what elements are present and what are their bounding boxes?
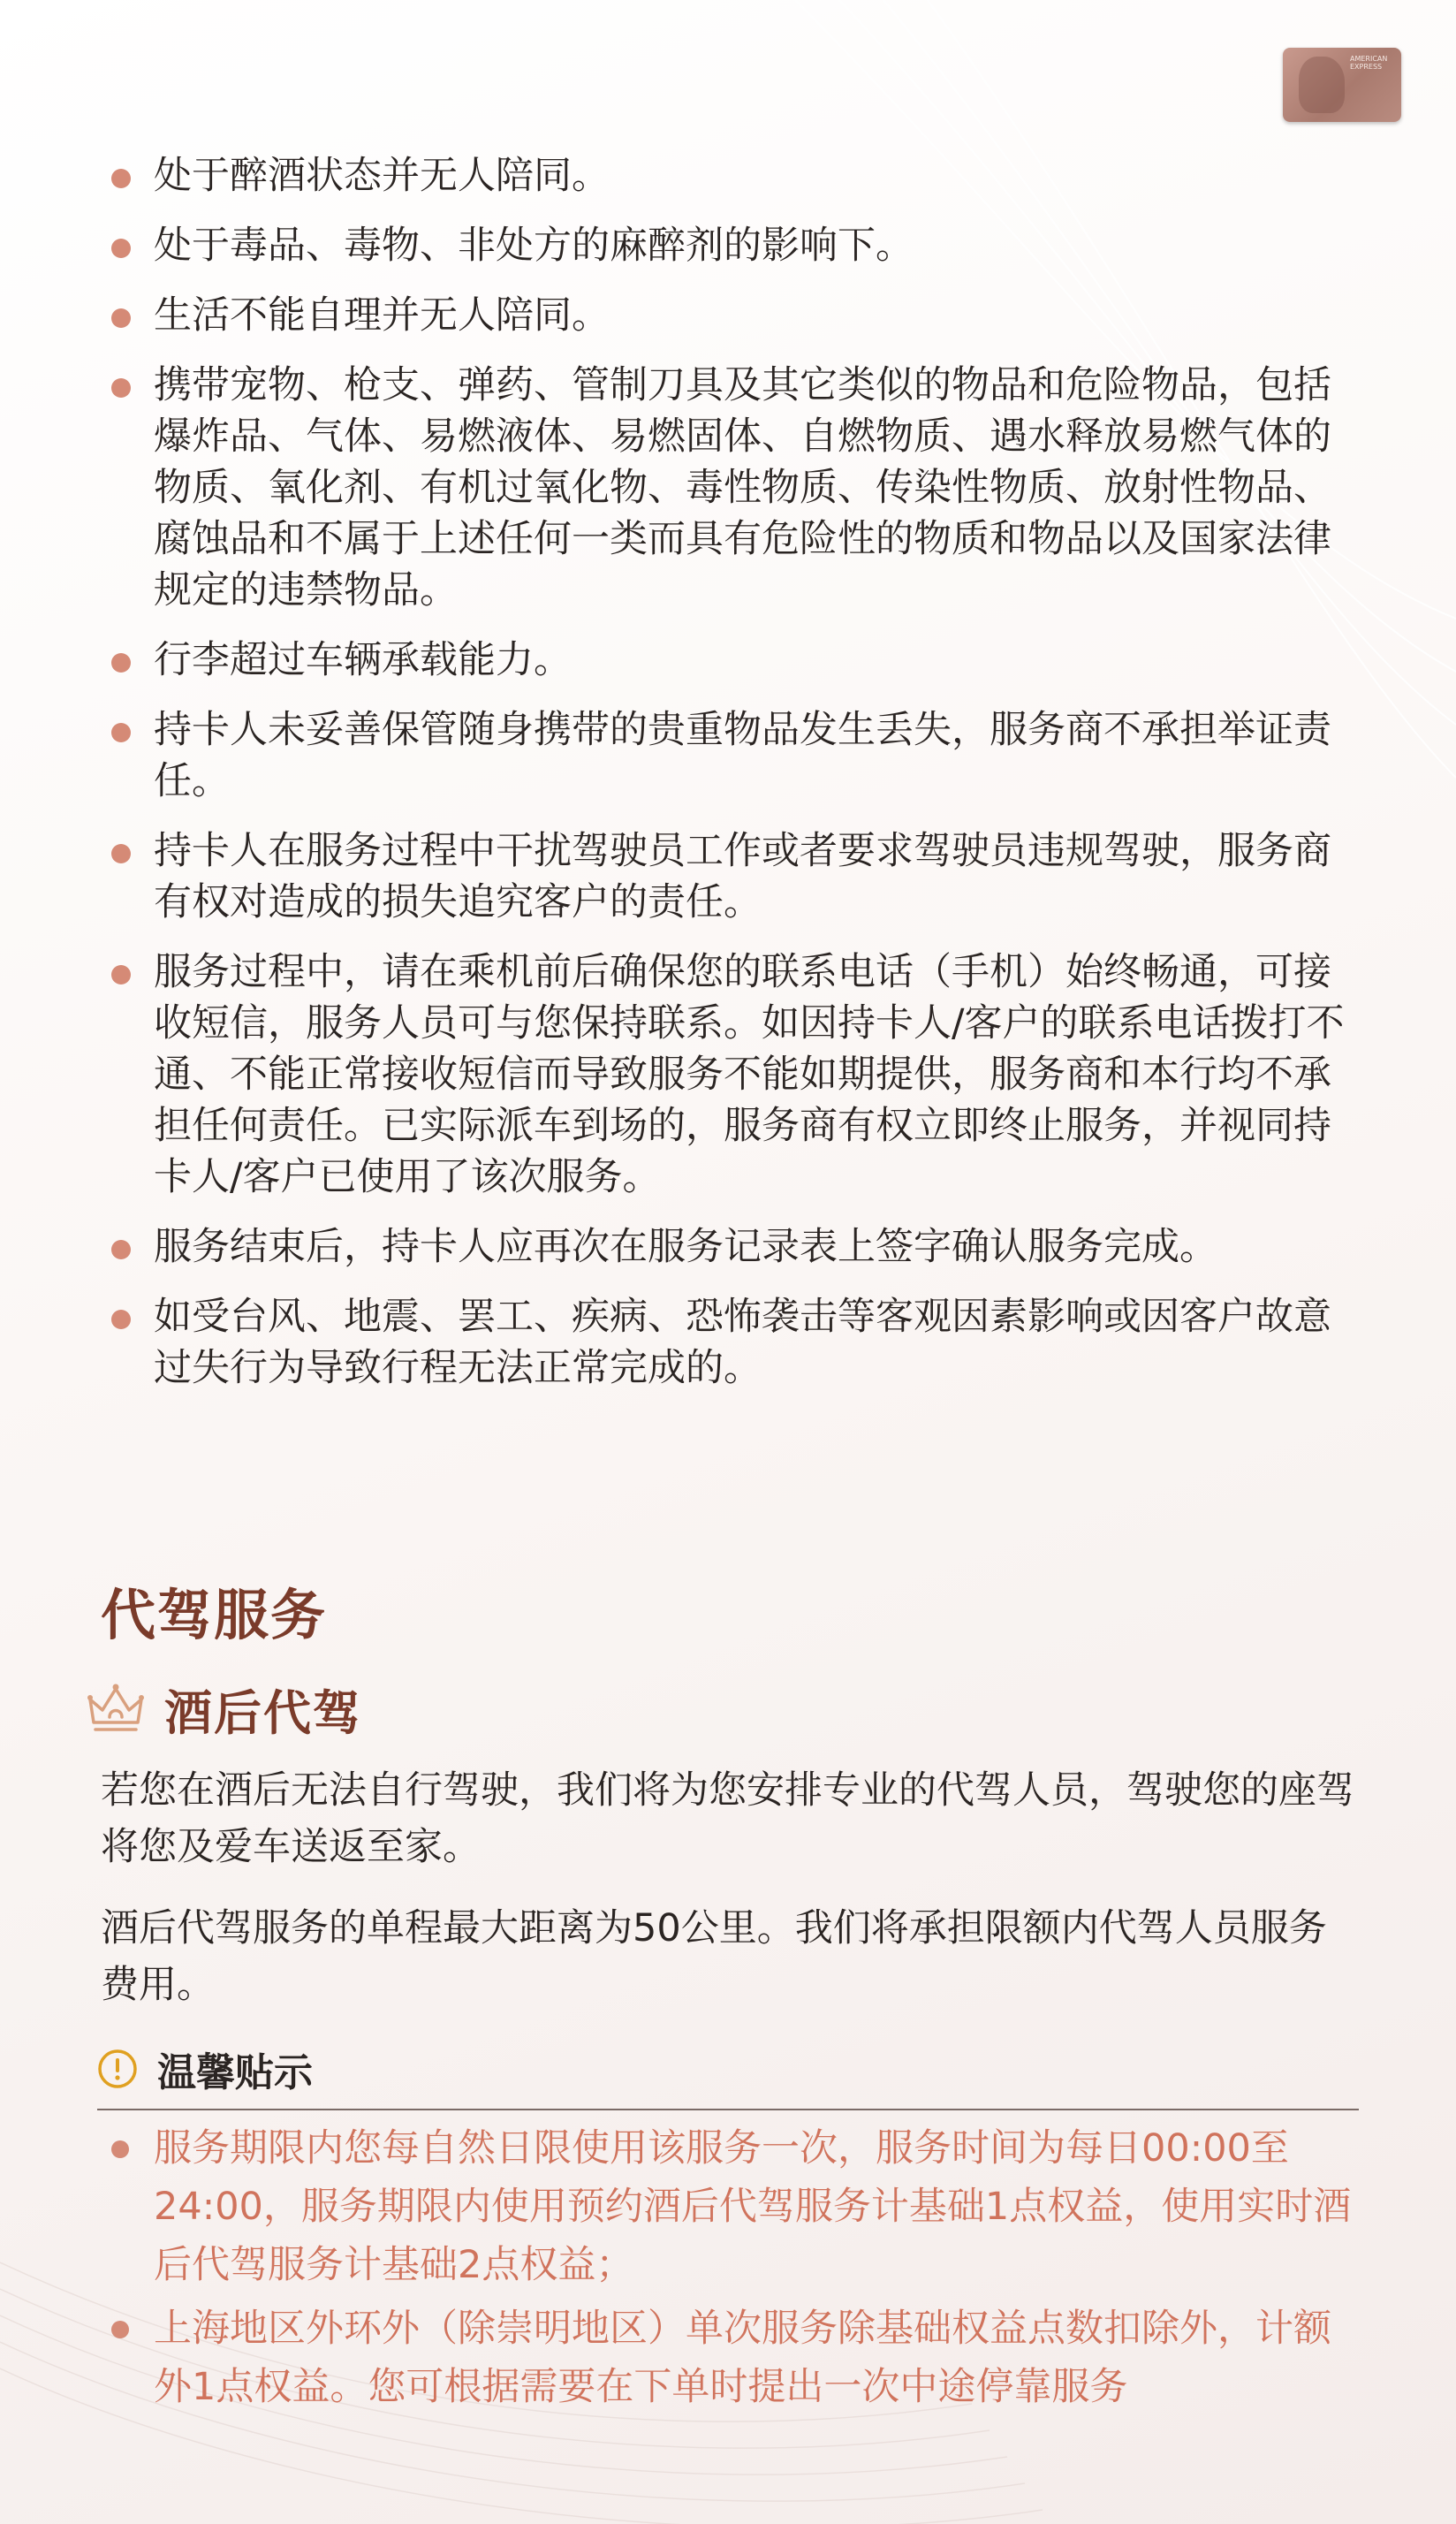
- card-portrait: [1299, 57, 1345, 113]
- list-item: 携带宠物、枪支、弹药、管制刀具及其它类似的物品和危险物品，包括爆炸品、气体、易燃液体、易燃固体、自燃物质、遇水释放易燃气体的物质、氧化剂、有机过氧化物、毒性物质、传染性物质、放射性物品、腐蚀品和不属于上述任何一类而具有危险性的物质和物品以及国家法律规定的违禁物品。: [108, 360, 1362, 616]
- list-item: 处于毒品、毒物、非处方的麻醉剂的影响下。: [108, 220, 1362, 271]
- bullet-dot-icon: [111, 1310, 131, 1329]
- subsection-title: 酒后代驾: [164, 1684, 362, 1741]
- bullet-dot-icon: [111, 723, 131, 742]
- amex-card-thumbnail: [1283, 48, 1401, 122]
- divider: [97, 2109, 1359, 2110]
- list-item: 服务过程中，请在乘机前后确保您的联系电话（手机）始终畅通，可接收短信，服务人员可与您保持联系。如因持卡人/客户的联系电话拨打不通、不能正常接收短信而导致服务不能如期提供，服务商和本行均不承担任何责任。已实际派车到场的，服务商有权立即终止服务，并视同持卡人/客户已使用了该次服务。: [108, 946, 1362, 1203]
- bullet-dot-icon: [111, 308, 131, 328]
- exclusion-list: [108, 150, 1362, 1412]
- service-description: 若您在酒后无法自行驾驶，我们将为您安排专业的代驾人员，驾驶您的座驾将您及爱车送返至家。: [101, 1768, 1354, 1869]
- list-item: 持卡人未妥善保管随身携带的贵重物品发生丢失，服务商不承担举证责任。: [108, 704, 1362, 807]
- crown-icon: [85, 1678, 147, 1740]
- section-title: 代驾服务: [101, 1583, 328, 1647]
- bullet-dot-icon: [111, 1240, 131, 1259]
- bullet-dot-icon: [111, 965, 131, 985]
- warning-icon: [97, 2049, 138, 2089]
- bullet-dot-icon: [111, 844, 131, 863]
- tips-title: 温馨贴示: [157, 2050, 313, 2095]
- tips-list: [110, 2119, 1364, 2421]
- bullet-dot-icon: [111, 2321, 129, 2338]
- list-item: 服务结束后，持卡人应再次在服务记录表上签字确认服务完成。: [108, 1221, 1362, 1273]
- bullet-dot-icon: [111, 169, 131, 188]
- bullet-dot-icon: [111, 653, 131, 673]
- list-item: 上海地区外环外（除崇明地区）单次服务除基础权益点数扣除外，计额外1点权益。您可根据需要在下单时提出一次中途停靠服务: [110, 2300, 1364, 2416]
- list-item: 服务期限内您每自然日限使用该服务一次，服务时间为每日00:00至24:00，服务期限内使用预约酒后代驾服务计基础1点权益，使用实时酒后代驾服务计基础2点权益；: [110, 2119, 1364, 2294]
- card-brand-logo: AMERICAN EXPRESS: [1350, 55, 1388, 71]
- subsection-header: [85, 1674, 362, 1745]
- service-distance-note: 酒后代驾服务的单程最大距离为50公里。我们将承担限额内代驾人员服务费用。: [101, 1906, 1327, 2007]
- list-item: 生活不能自理并无人陪同。: [108, 290, 1362, 341]
- list-item: 行李超过车辆承载能力。: [108, 635, 1362, 686]
- list-item: 如受台风、地震、罢工、疾病、恐怖袭击等客观因素影响或因客户故意过失行为导致行程无法正常完成的。: [108, 1291, 1362, 1394]
- tips-header: [97, 2038, 313, 2100]
- bullet-dot-icon: [111, 378, 131, 398]
- bullet-dot-icon: [111, 239, 131, 258]
- list-item: 处于醉酒状态并无人陪同。: [108, 150, 1362, 201]
- bullet-dot-icon: [111, 2140, 129, 2158]
- list-item: 持卡人在服务过程中干扰驾驶员工作或者要求驾驶员违规驾驶，服务商有权对造成的损失追究客户的责任。: [108, 825, 1362, 928]
